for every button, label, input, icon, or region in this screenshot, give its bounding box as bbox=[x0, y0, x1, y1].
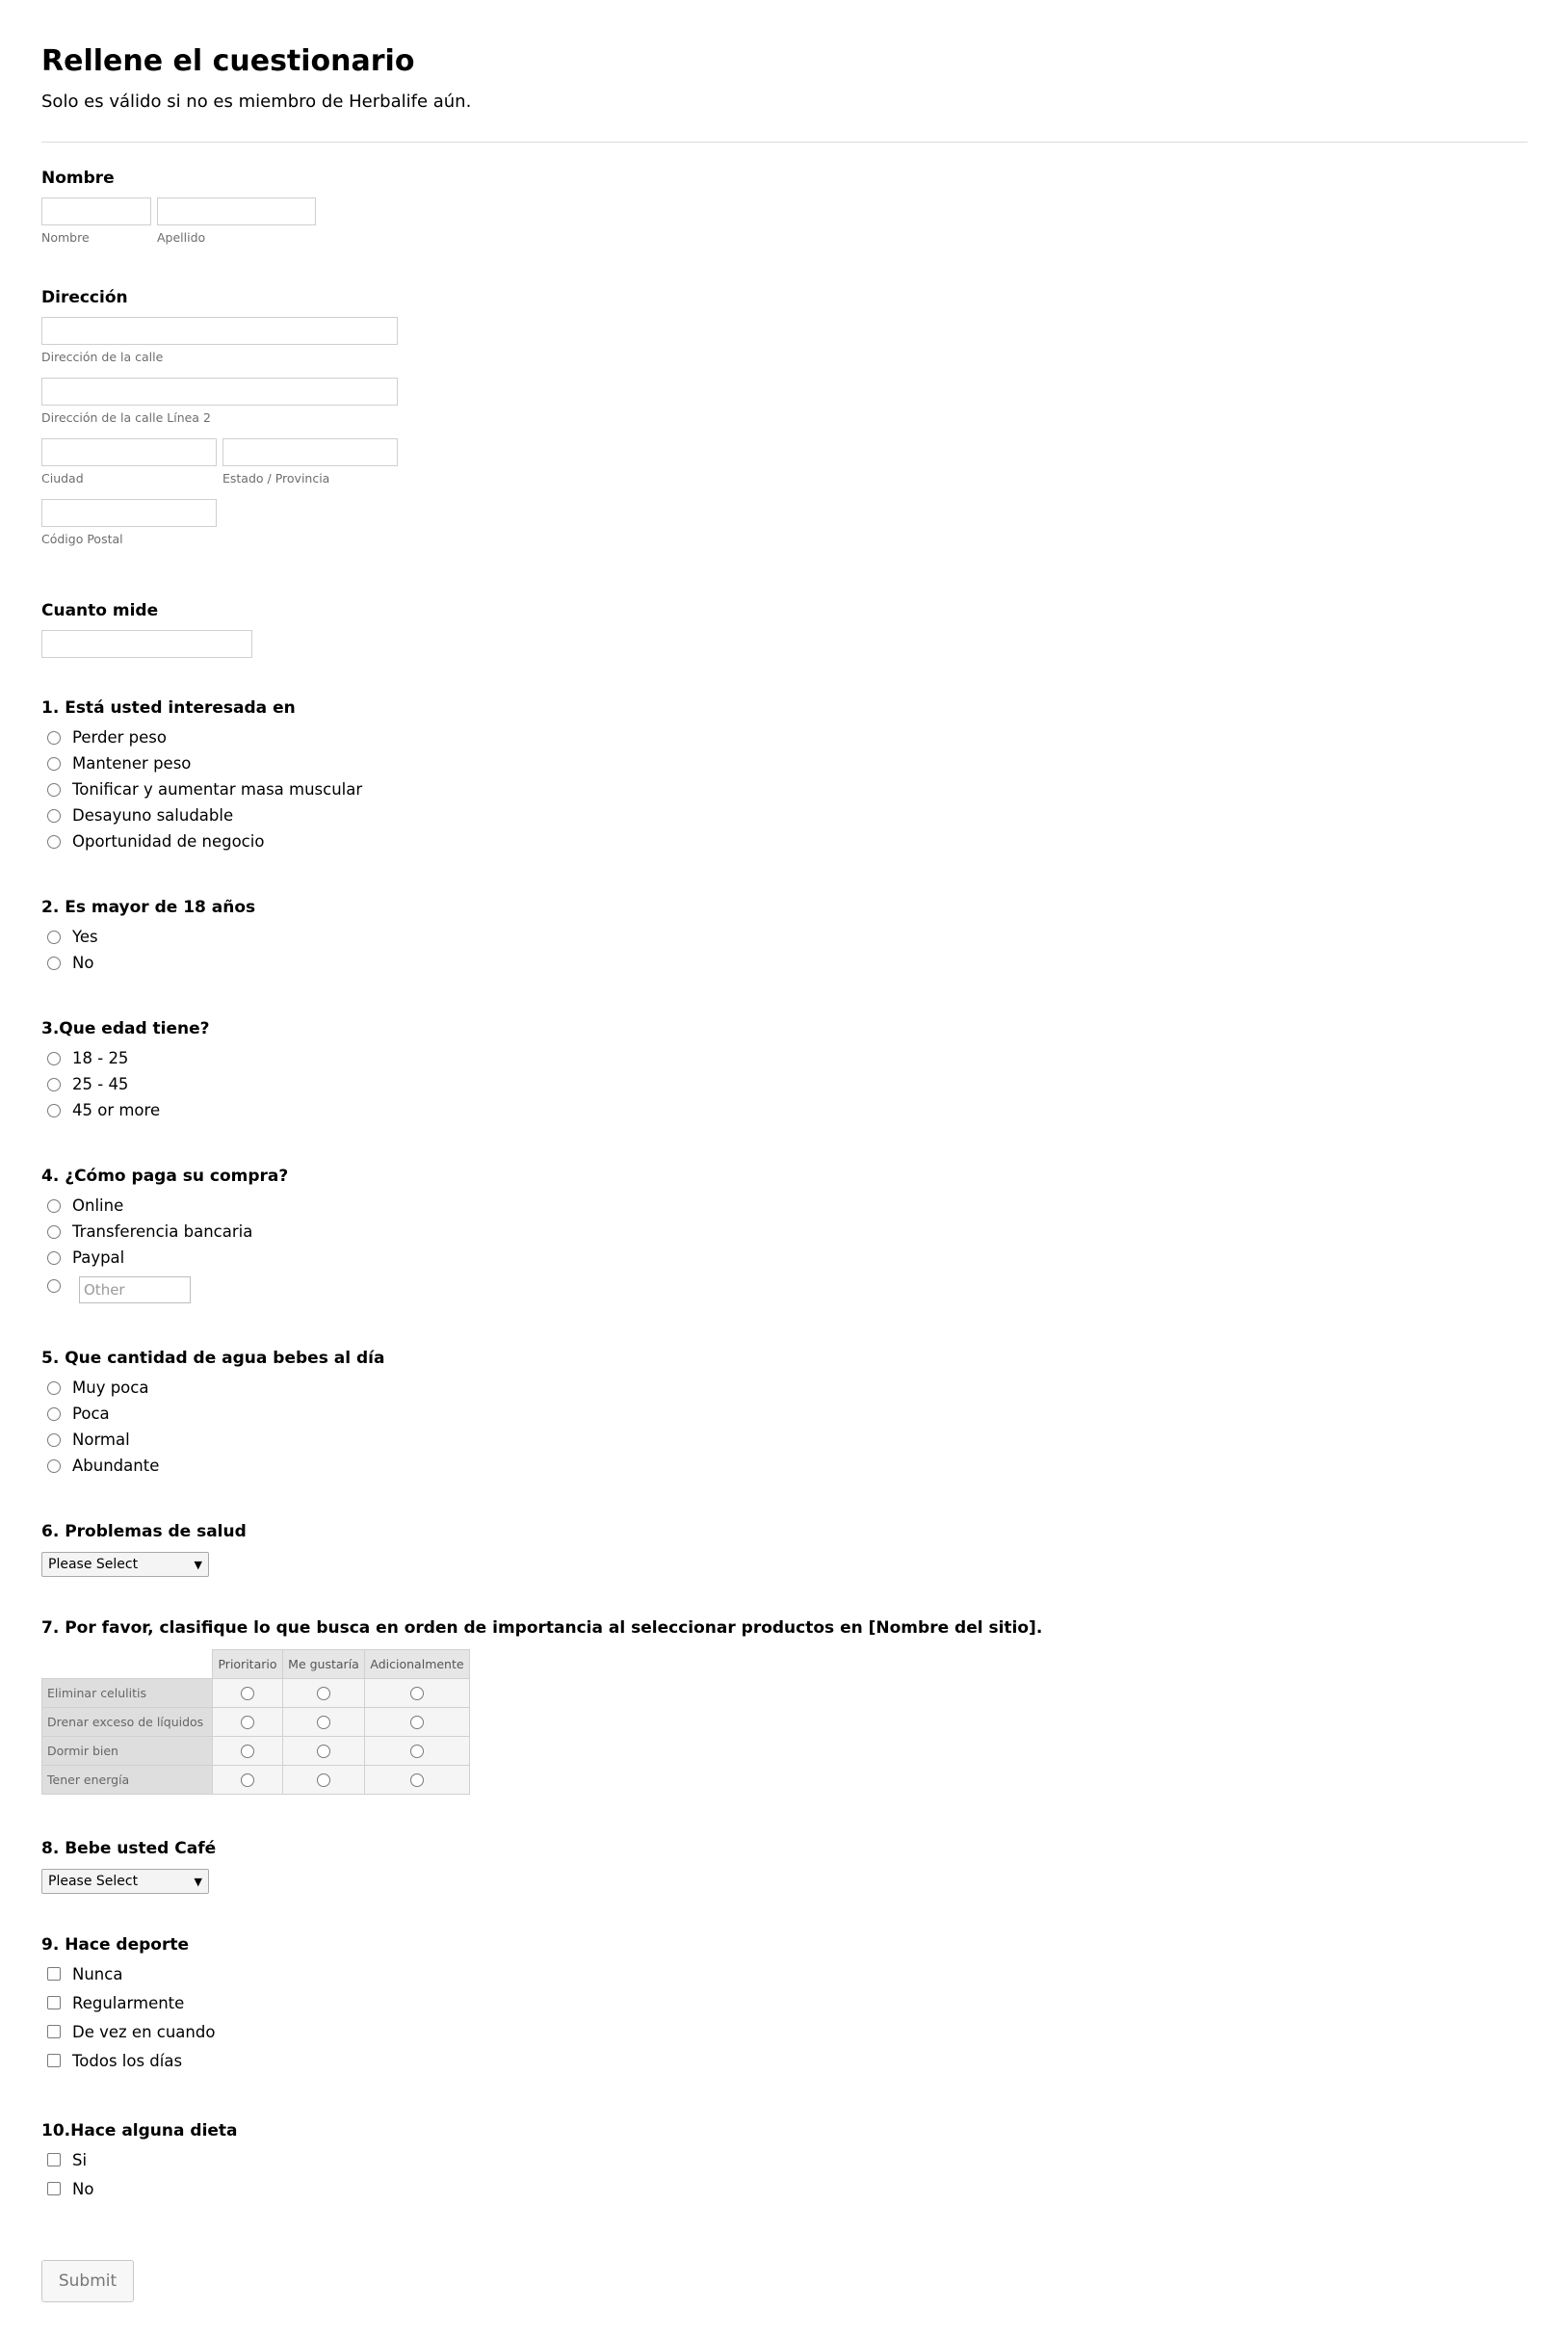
q10-option[interactable] bbox=[41, 2145, 238, 2174]
street2-input[interactable] bbox=[41, 378, 398, 406]
option-label: Regularmente bbox=[72, 1993, 185, 2012]
radio-button[interactable] bbox=[47, 1052, 61, 1065]
q1-option[interactable] bbox=[41, 828, 362, 854]
radio-button[interactable] bbox=[47, 1199, 61, 1213]
radio-button[interactable] bbox=[241, 1745, 254, 1758]
radio-button[interactable] bbox=[47, 1407, 61, 1421]
option-label: Oportunidad de negocio bbox=[72, 832, 265, 851]
q10-options bbox=[41, 2145, 238, 2203]
radio-button[interactable] bbox=[47, 757, 61, 771]
radio-button[interactable] bbox=[47, 1433, 61, 1447]
option-label: Yes bbox=[72, 928, 98, 946]
matrix-cell[interactable] bbox=[213, 1766, 283, 1795]
option-label: Normal bbox=[72, 1431, 130, 1449]
zip-input[interactable] bbox=[41, 499, 217, 527]
q3-option[interactable] bbox=[41, 1071, 210, 1097]
q3-label: 3.Que edad tiene? bbox=[41, 1019, 210, 1038]
q1-option[interactable] bbox=[41, 724, 362, 750]
q5-options bbox=[41, 1375, 384, 1479]
q2-label: 2. Es mayor de 18 años bbox=[41, 898, 256, 917]
radio-button[interactable] bbox=[47, 1251, 61, 1265]
zip-field bbox=[41, 499, 217, 546]
q5-section bbox=[41, 1348, 384, 1479]
q10-section bbox=[41, 2120, 238, 2203]
zip-sublabel: Código Postal bbox=[41, 532, 123, 546]
q9-option[interactable] bbox=[41, 1988, 215, 2017]
q8-section bbox=[41, 1838, 216, 1894]
matrix-cell[interactable] bbox=[283, 1737, 365, 1766]
q10-label: 10.Hace alguna dieta bbox=[41, 2121, 238, 2140]
radio-button[interactable] bbox=[317, 1773, 330, 1787]
radio-button[interactable] bbox=[241, 1773, 254, 1787]
q3-option[interactable] bbox=[41, 1045, 210, 1071]
radio-button[interactable] bbox=[317, 1716, 330, 1729]
q9-option[interactable] bbox=[41, 1959, 215, 1988]
height-field bbox=[41, 630, 252, 658]
option-label: Abundante bbox=[72, 1457, 160, 1475]
matrix-cell[interactable] bbox=[283, 1679, 365, 1708]
radio-button[interactable] bbox=[47, 1381, 61, 1395]
matrix-cell[interactable] bbox=[213, 1679, 283, 1708]
matrix-row bbox=[42, 1708, 470, 1737]
option-label: Desayuno saludable bbox=[72, 806, 234, 825]
option-label: Online bbox=[72, 1196, 124, 1215]
radio-button[interactable] bbox=[47, 931, 61, 944]
q1-option[interactable] bbox=[41, 802, 362, 828]
matrix-corner bbox=[42, 1650, 213, 1679]
q4-label: 4. ¿Cómo paga su compra? bbox=[41, 1167, 289, 1186]
q5-option[interactable] bbox=[41, 1453, 384, 1479]
option-label: Muy poca bbox=[72, 1379, 149, 1397]
radio-button[interactable] bbox=[47, 1279, 61, 1293]
matrix-cell[interactable] bbox=[213, 1708, 283, 1737]
option-label: De vez en cuando bbox=[72, 2022, 216, 2041]
form-title: Rellene el cuestionario bbox=[41, 44, 415, 78]
matrix-header-row bbox=[42, 1650, 470, 1679]
q4-option[interactable] bbox=[41, 1219, 288, 1245]
q1-option[interactable] bbox=[41, 750, 362, 776]
option-label: Si bbox=[72, 2150, 88, 2169]
radio-button[interactable] bbox=[410, 1773, 424, 1787]
matrix-row-header: Tener energía bbox=[42, 1766, 213, 1795]
height-input[interactable] bbox=[41, 630, 252, 658]
address-section bbox=[41, 287, 128, 308]
option-label: 18 - 25 bbox=[72, 1049, 129, 1067]
matrix-row bbox=[42, 1737, 470, 1766]
option-label: Perder peso bbox=[72, 728, 167, 747]
q9-option[interactable] bbox=[41, 2017, 215, 2046]
radio-button[interactable] bbox=[241, 1687, 254, 1700]
last-name-input[interactable] bbox=[157, 197, 316, 225]
option-label: Mantener peso bbox=[72, 754, 192, 773]
height-section bbox=[41, 600, 158, 621]
radio-button[interactable] bbox=[47, 1225, 61, 1239]
first-name-sublabel: Nombre bbox=[41, 230, 90, 245]
q5-option[interactable] bbox=[41, 1401, 384, 1427]
first-name-field bbox=[41, 197, 151, 245]
option-label: Transferencia bancaria bbox=[72, 1222, 253, 1241]
last-name-sublabel: Apellido bbox=[157, 230, 206, 245]
city-field bbox=[41, 438, 217, 486]
checkbox[interactable] bbox=[47, 2153, 61, 2166]
q9-options bbox=[41, 1959, 215, 2075]
checkbox[interactable] bbox=[47, 1996, 61, 2009]
option-label: Todos los días bbox=[72, 2051, 183, 2070]
option-label: 25 - 45 bbox=[72, 1075, 129, 1093]
option-label: No bbox=[72, 954, 94, 972]
q9-label: 9. Hace deporte bbox=[41, 1935, 190, 1955]
matrix-row-header: Eliminar celulitis bbox=[42, 1679, 213, 1708]
street2-sublabel: Dirección de la calle Línea 2 bbox=[41, 410, 211, 425]
name-label: Nombre bbox=[41, 169, 115, 188]
other-input[interactable] bbox=[79, 1276, 191, 1303]
checkbox[interactable] bbox=[47, 2025, 61, 2038]
radio-button[interactable] bbox=[410, 1716, 424, 1729]
matrix-cell[interactable] bbox=[283, 1766, 365, 1795]
q9-option[interactable] bbox=[41, 2046, 215, 2075]
q1-option[interactable] bbox=[41, 776, 362, 802]
checkbox[interactable] bbox=[47, 2054, 61, 2067]
form-subtitle: Solo es válido si no es miembro de Herbalife aún. bbox=[41, 92, 472, 112]
q3-section bbox=[41, 1018, 210, 1123]
street-sublabel: Dirección de la calle bbox=[41, 350, 164, 364]
option-label: Poca bbox=[72, 1405, 110, 1423]
checkbox[interactable] bbox=[47, 1967, 61, 1981]
q4-option[interactable] bbox=[41, 1245, 288, 1271]
matrix-cell[interactable] bbox=[213, 1737, 283, 1766]
option-label: Nunca bbox=[72, 1964, 123, 1983]
state-sublabel: Estado / Provincia bbox=[222, 471, 330, 486]
q5-option[interactable] bbox=[41, 1427, 384, 1453]
q8-label: 8. Bebe usted Café bbox=[41, 1839, 217, 1858]
q1-options bbox=[41, 724, 362, 854]
street-input[interactable] bbox=[41, 317, 398, 345]
address-label: Dirección bbox=[41, 288, 128, 307]
radio-button[interactable] bbox=[47, 957, 61, 970]
radio-button[interactable] bbox=[47, 809, 61, 823]
radio-button[interactable] bbox=[47, 1459, 61, 1473]
q2-options bbox=[41, 924, 255, 976]
matrix-cell[interactable] bbox=[365, 1679, 470, 1708]
q5-option[interactable] bbox=[41, 1375, 384, 1401]
q3-option[interactable] bbox=[41, 1097, 210, 1123]
radio-button[interactable] bbox=[47, 731, 61, 745]
form-page bbox=[0, 0, 1568, 143]
q2-section bbox=[41, 897, 255, 976]
matrix-column-header: Me gustaría bbox=[283, 1650, 365, 1679]
q7-label: 7. Por favor, clasifique lo que busca en orden de importancia al seleccionar productos en [Nombre del sitio]. bbox=[41, 1618, 1043, 1638]
header-divider bbox=[41, 142, 1528, 143]
q6-section bbox=[41, 1521, 247, 1577]
street-field bbox=[41, 317, 398, 364]
q2-option[interactable] bbox=[41, 950, 255, 976]
q9-section bbox=[41, 1934, 215, 2075]
chevron-down-icon: ▼ bbox=[194, 1875, 202, 1888]
matrix-row-header: Drenar exceso de líquidos bbox=[42, 1708, 213, 1737]
select-value: Please Select bbox=[48, 1557, 139, 1572]
first-name-input[interactable] bbox=[41, 197, 151, 225]
radio-button[interactable] bbox=[410, 1745, 424, 1758]
q2-option[interactable] bbox=[41, 924, 255, 950]
option-label: No bbox=[72, 2179, 94, 2198]
matrix-cell[interactable] bbox=[365, 1737, 470, 1766]
health-select[interactable] bbox=[41, 1552, 209, 1577]
matrix-cell[interactable] bbox=[365, 1708, 470, 1737]
submit-button[interactable]: Submit bbox=[41, 2260, 134, 2302]
q1-label: 1. Está usted interesada en bbox=[41, 698, 296, 718]
height-label: Cuanto mide bbox=[41, 601, 159, 620]
state-field bbox=[222, 438, 398, 486]
q1-section bbox=[41, 697, 362, 854]
radio-button[interactable] bbox=[241, 1716, 254, 1729]
matrix-cell[interactable] bbox=[283, 1708, 365, 1737]
radio-button[interactable] bbox=[317, 1745, 330, 1758]
chevron-down-icon: ▼ bbox=[194, 1558, 202, 1571]
rating-matrix bbox=[41, 1649, 470, 1795]
radio-button[interactable] bbox=[47, 835, 61, 849]
radio-button[interactable] bbox=[47, 783, 61, 797]
radio-button[interactable] bbox=[410, 1687, 424, 1700]
q4-options bbox=[41, 1193, 288, 1303]
option-label: Tonificar y aumentar masa muscular bbox=[72, 780, 363, 799]
radio-button[interactable] bbox=[317, 1687, 330, 1700]
radio-button[interactable] bbox=[47, 1078, 61, 1091]
city-input[interactable] bbox=[41, 438, 217, 466]
coffee-select[interactable] bbox=[41, 1869, 209, 1894]
matrix-cell[interactable] bbox=[365, 1766, 470, 1795]
checkbox[interactable] bbox=[47, 2182, 61, 2195]
q10-option[interactable] bbox=[41, 2174, 238, 2203]
select-value: Please Select bbox=[48, 1874, 139, 1889]
q6-label: 6. Problemas de salud bbox=[41, 1522, 247, 1541]
matrix-row bbox=[42, 1766, 470, 1795]
name-section bbox=[41, 168, 115, 189]
option-label: Paypal bbox=[72, 1248, 125, 1267]
radio-button[interactable] bbox=[47, 1104, 61, 1117]
submit-section bbox=[41, 2260, 134, 2302]
matrix-row bbox=[42, 1679, 470, 1708]
q5-label: 5. Que cantidad de agua bebes al día bbox=[41, 1349, 385, 1368]
matrix-column-header: Adicionalmente bbox=[365, 1650, 470, 1679]
street2-field bbox=[41, 378, 398, 425]
q7-section bbox=[41, 1617, 1042, 1795]
q4-option[interactable] bbox=[41, 1193, 288, 1219]
state-input[interactable] bbox=[222, 438, 398, 466]
q4-option-other[interactable] bbox=[41, 1271, 288, 1303]
option-label: 45 or more bbox=[72, 1101, 161, 1119]
city-sublabel: Ciudad bbox=[41, 471, 84, 486]
matrix-row-header: Dormir bien bbox=[42, 1737, 213, 1766]
q3-options bbox=[41, 1045, 210, 1123]
last-name-field bbox=[157, 197, 316, 245]
q4-section bbox=[41, 1166, 288, 1303]
matrix-column-header: Prioritario bbox=[213, 1650, 283, 1679]
